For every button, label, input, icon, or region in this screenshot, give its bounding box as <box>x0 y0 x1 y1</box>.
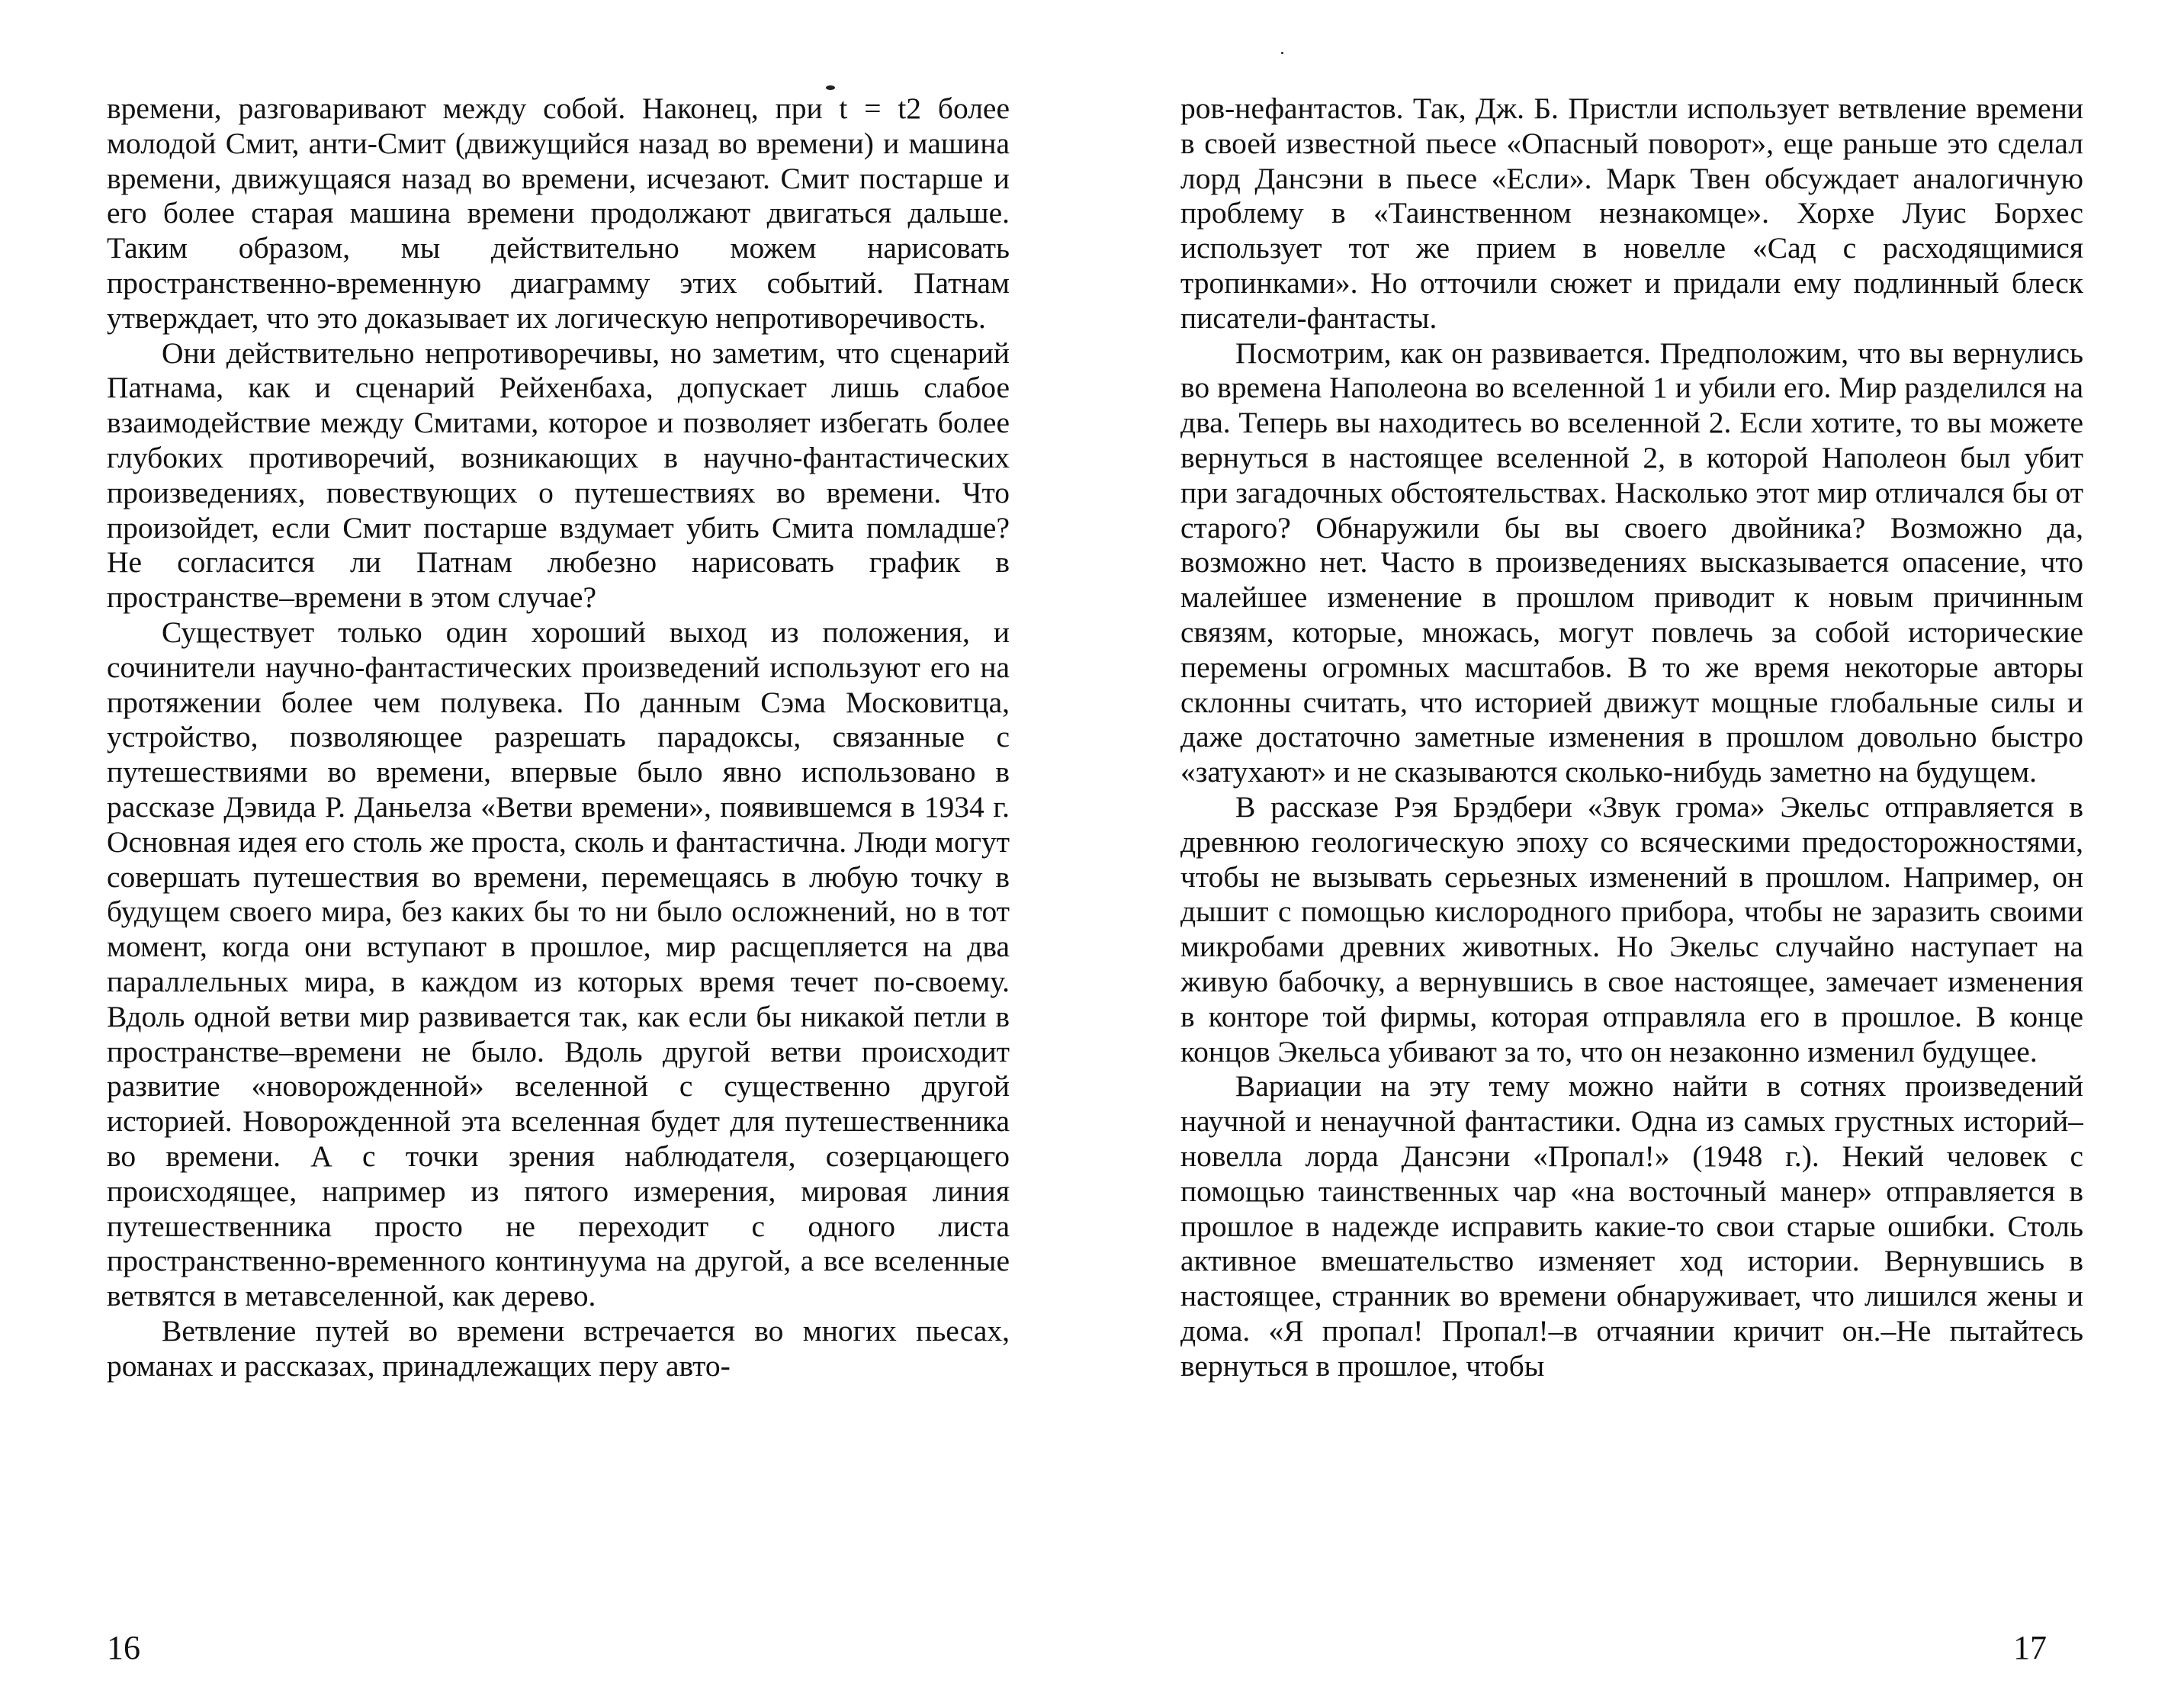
paragraph: В рассказе Рэя Брэдбери «Звук грома» Экельс отправляется в древнюю геологическую эпоху со всяческими предосторожностями, чтобы не вызывать серьезных изменений в прошлом. Например, он дышит с помощью кислородного прибора, чтобы не заразить своими микробами древних животных. Но Экельс случайно наступает на живую бабочку, а вернувшись в свое настоящее, замечает изменения в конторе той фирмы, которая отправляла его в прошлое. В конце концов Экельса убивают за то, что он незаконно изменил будущее. <box>1180 789 2083 1068</box>
print-speck-right <box>1281 52 1283 54</box>
paragraph: времени, разговаривают между собой. Наконец, при t = t2 более молодой Смит, анти-Смит (движущийся назад во времени) и машина времени, движущаяся назад во времени, исчезают. Смит постарше и его более старая машина времени продолжают двигаться дальше. Таким образом, мы действительно можем нарисовать пространственно-временную диаграмму этих событий. Патнам утверждает, что это доказывает их логическую непротиворечивость. <box>107 92 1010 335</box>
left-page-text <box>107 92 1010 1383</box>
paragraph: Ветвление путей во времени встречается во многих пьесах, романах и рассказах, принадлежащих перу авто- <box>107 1313 1010 1383</box>
left-page <box>107 92 1010 1632</box>
print-speck <box>826 85 835 90</box>
paragraph: Существует только один хороший выход из положения, и сочинители научно-фантастических произведений используют его на протяжении более чем полувека. По данным Сэма Московитца, устройство, позволяющее разрешать парадоксы, связанные с путешествиями во времени, впервые было явно использовано в рассказе Дэвида Р. Даньелза «Ветви времени», появившемся в 1934 г. Основная идея его столь же проста, сколь и фантастична. Люди могут совершать путешествия во времени, перемещаясь в любую точку в будущем своего мира, без каких бы то ни было осложнений, но в тот момент, когда они вступают в прошлое, мир расщепляется на два параллельных мира, в каждом из которых время течет по-своему. Вдоль одной ветви мир развивается так, как если бы никакой петли в пространстве–времени не было. Вдоль другой ветви происходит развитие «новорожденной» вселенной с существенно другой историей. Новорожденной эта вселенная будет для путешественника во времени. А с точки зрения наблюдателя, созерцающего происходящее, например из пятого измерения, мировая линия путешественника просто не переходит с одного листа пространственно-временного континуума на другой, а все вселенные ветвятся в метавселенной, как дерево. <box>107 615 1010 1313</box>
paragraph: Они действительно непротиворечивы, но заметим, что сценарий Патнама, как и сценарий Рейхенбаха, допускает лишь слабое взаимодействие между Смитами, которое и позволяет избегать более глубоких противоречий, возникающих в научно-фантастических произведениях, повествующих о путешествиях во времени. Что произойдет, если Смит постарше вздумает убить Смита помладше? Не согласится ли Патнам любезно нарисовать график в пространстве–времени в этом случае? <box>107 336 1010 615</box>
right-page <box>1180 92 2083 1632</box>
paragraph: ров-нефантастов. Так, Дж. Б. Пристли использует ветвление времени в своей известной пьесе «Опасный поворот», еще раньше это сделал лорд Дансэни в пьесе «Если». Марк Твен обсуждает аналогичную проблему в «Таинственном незнакомце». Хорхе Луис Борхес использует тот же прием в новелле «Сад с расходящимися тропинками». Но отточили сюжет и придали ему подлинный блеск писатели-фантасты. <box>1180 92 2083 335</box>
page-number-left: 16 <box>107 1629 140 1666</box>
page-number-right: 17 <box>2013 1629 2047 1666</box>
right-page-text <box>1180 92 2083 1383</box>
paragraph: Вариации на эту тему можно найти в сотнях произведений научной и ненаучной фантастики. Одна из самых грустных историй–новелла лорда Дансэни «Пропал!» (1948 г.). Некий человек с помощью таинственных чар «на восточный манер» отправляется в прошлое в надежде исправить какие-то свои старые ошибки. Столь активное вмешательство изменяет ход истории. Вернувшись в настоящее, странник во времени обнаруживает, что лишился жены и дома. «Я пропал! Пропал!–в отчаянии кричит он.–Не пытайтесь вернуться в прошлое, чтобы <box>1180 1069 2083 1383</box>
paragraph: Посмотрим, как он развивается. Предположим, что вы вернулись во времена Наполеона во вселенной 1 и убили его. Мир разделился на два. Теперь вы находитесь во вселенной 2. Если хотите, то вы можете вернуться в настоящее вселенной 2, в которой Наполеон был убит при загадочных обстоятельствах. Насколько этот мир отличался бы от старого? Обнаружили бы вы своего двойника? Возможно да, возможно нет. Часто в произведениях высказывается опасение, что малейшее изменение в прошлом приводит к новым причинным связям, которые, множась, могут повлечь за собой исторические перемены огромных масштабов. В то же время некоторые авторы склонны считать, что историей движут мощные глобальные силы и даже достаточно заметные изменения в прошлом довольно быстро «затухают» и не сказываются сколько-нибудь заметно на будущем. <box>1180 336 2083 789</box>
